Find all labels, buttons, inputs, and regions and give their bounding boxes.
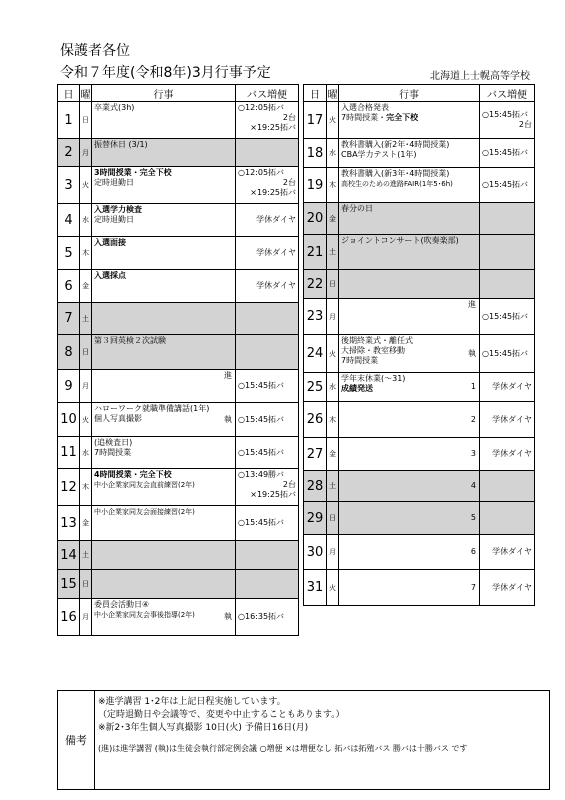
holiday-count: 7 bbox=[470, 582, 476, 592]
bus-cell bbox=[480, 471, 535, 502]
bus-cell bbox=[480, 402, 535, 438]
day-number: 23 bbox=[304, 299, 327, 335]
weekday: 木 bbox=[80, 237, 92, 270]
bus-line: ○15:45拓バ bbox=[482, 148, 529, 157]
event-line: (追検査日) bbox=[94, 438, 133, 447]
table-row bbox=[304, 102, 535, 139]
header-weekday: 曜 bbox=[80, 85, 92, 102]
bus-cell bbox=[236, 403, 299, 437]
event-cell bbox=[92, 303, 236, 335]
day-number: 4 bbox=[58, 204, 80, 237]
notes-line: ※新2･3年生個人写真撮影 10日(火) 予備日16日(月) bbox=[98, 723, 309, 733]
table-row bbox=[304, 235, 535, 270]
header-bus: バス増便 bbox=[236, 85, 299, 102]
table-row bbox=[304, 502, 535, 535]
bus-cell bbox=[236, 204, 299, 237]
event-line: 定時退勤日 bbox=[94, 215, 134, 224]
event-cell bbox=[339, 168, 480, 203]
bus-line: ○15:45拓バ bbox=[482, 348, 529, 358]
weekday: 金 bbox=[80, 506, 92, 541]
notes-box bbox=[57, 690, 550, 790]
weekday: 金 bbox=[327, 203, 339, 235]
weekday: 木 bbox=[327, 402, 339, 438]
weekday: 月 bbox=[80, 599, 92, 636]
event-tag: 進 bbox=[468, 300, 476, 309]
table-row bbox=[58, 469, 299, 506]
weekday: 火 bbox=[327, 335, 339, 373]
event-cell bbox=[92, 506, 236, 541]
notes-line: ※進学講習 1･2年は上記日程実施しています。 bbox=[98, 697, 286, 707]
event-bold: 完全下校 bbox=[386, 113, 419, 122]
bus-line: ○15:45拓バ bbox=[482, 311, 529, 321]
weekday: 月 bbox=[80, 370, 92, 403]
event-cell bbox=[92, 469, 236, 506]
bus-line: 学休ダイヤ bbox=[256, 248, 296, 257]
day-number: 25 bbox=[304, 373, 327, 402]
table-row bbox=[58, 370, 299, 403]
bus-cell bbox=[480, 570, 535, 606]
event-tag: 執 bbox=[224, 414, 232, 424]
table-row bbox=[58, 167, 299, 204]
bus-cell bbox=[480, 203, 535, 235]
header-bus: バス増便 bbox=[480, 85, 535, 102]
bus-line: ○12:05拓バ bbox=[238, 168, 285, 177]
event-line: 教科書購入(新3年･4時間授業) bbox=[341, 169, 450, 178]
event-line: 中小企業家同友会事後指導(2年) bbox=[94, 611, 195, 619]
holiday-count: 5 bbox=[470, 513, 476, 522]
table-row bbox=[58, 403, 299, 437]
notes-body bbox=[98, 696, 545, 755]
day-number: 16 bbox=[58, 599, 80, 636]
weekday: 土 bbox=[80, 541, 92, 570]
event-line: 入選面接 bbox=[94, 238, 126, 247]
table-header-row bbox=[58, 85, 299, 102]
bus-cell bbox=[236, 599, 299, 636]
event-cell bbox=[92, 370, 236, 403]
bus-line: ○15:45拓バ bbox=[238, 518, 285, 527]
day-number: 26 bbox=[304, 402, 327, 438]
event-cell bbox=[339, 471, 480, 502]
table-row bbox=[58, 541, 299, 570]
event-cell bbox=[339, 139, 480, 168]
weekday: 日 bbox=[80, 570, 92, 599]
event-line: 教科書購入(新2年･4時間授業) bbox=[341, 140, 450, 149]
bus-cell bbox=[480, 235, 535, 270]
weekday: 火 bbox=[80, 403, 92, 437]
event-line: 中小企業家同友会面接練習(2年) bbox=[94, 508, 195, 516]
salutation: 保護者各位 bbox=[60, 43, 130, 59]
weekday: 火 bbox=[327, 570, 339, 606]
table-row bbox=[304, 203, 535, 235]
holiday-count: 3 bbox=[470, 449, 476, 458]
weekday: 月 bbox=[327, 535, 339, 570]
day-number: 5 bbox=[58, 237, 80, 270]
weekday: 月 bbox=[327, 299, 339, 335]
bus-line: ○15:45拓バ bbox=[238, 381, 285, 390]
table-row bbox=[58, 335, 299, 370]
weekday: 火 bbox=[327, 102, 339, 139]
header-day: 日 bbox=[304, 85, 327, 102]
event-cell bbox=[339, 438, 480, 471]
weekday: 日 bbox=[327, 502, 339, 535]
event-cell bbox=[92, 237, 236, 270]
bus-line: 学休ダイヤ bbox=[256, 281, 296, 290]
event-cell bbox=[92, 270, 236, 303]
event-cell bbox=[339, 270, 480, 299]
event-cell bbox=[92, 570, 236, 599]
day-number: 10 bbox=[58, 403, 80, 437]
table-row bbox=[304, 438, 535, 471]
table-row bbox=[58, 506, 299, 541]
bus-cell bbox=[236, 437, 299, 469]
event-line: 大掃除・教室移動 bbox=[341, 346, 405, 355]
event-line: 入選採点 bbox=[94, 271, 126, 280]
weekday: 木 bbox=[80, 469, 92, 506]
day-number: 28 bbox=[304, 471, 327, 502]
event-line: 入選学力検査 bbox=[94, 205, 142, 214]
bus-cell bbox=[480, 299, 535, 335]
event-cell bbox=[339, 373, 480, 402]
weekday: 水 bbox=[327, 139, 339, 168]
event-line: 後期終業式・離任式 bbox=[341, 336, 413, 345]
bus-line: ○13:49勝バ bbox=[238, 470, 285, 479]
table-header-row bbox=[304, 85, 535, 102]
event-cell bbox=[339, 235, 480, 270]
day-number: 2 bbox=[58, 139, 80, 167]
event-line: 個人写真撮影 bbox=[94, 414, 142, 423]
event-cell bbox=[339, 335, 480, 373]
bus-line: 2台 bbox=[282, 113, 296, 122]
table-row bbox=[304, 139, 535, 168]
day-number: 14 bbox=[58, 541, 80, 570]
event-line: 成績発送 bbox=[341, 384, 373, 393]
holiday-count: 6 bbox=[470, 547, 476, 556]
weekday: 木 bbox=[327, 168, 339, 203]
bus-cell bbox=[480, 270, 535, 299]
weekday: 土 bbox=[80, 303, 92, 335]
weekday: 水 bbox=[327, 373, 339, 402]
day-number: 21 bbox=[304, 235, 327, 270]
event-cell bbox=[92, 599, 236, 636]
table-row bbox=[304, 570, 535, 606]
event-cell bbox=[92, 204, 236, 237]
bus-cell bbox=[480, 168, 535, 203]
event-tag: 執 bbox=[468, 348, 476, 358]
bus-cell bbox=[236, 506, 299, 541]
event-cell bbox=[339, 570, 480, 606]
weekday: 日 bbox=[80, 335, 92, 370]
event-line: 卒業式(3h) bbox=[94, 103, 135, 112]
bus-line: ○15:45拓バ bbox=[238, 414, 285, 424]
bus-cell bbox=[236, 335, 299, 370]
event-line: 7時間授業・完全下校 bbox=[341, 113, 419, 122]
day-number: 6 bbox=[58, 270, 80, 303]
event-cell bbox=[339, 535, 480, 570]
table-row bbox=[304, 270, 535, 299]
event-line: 第３回英検２次試験 bbox=[94, 336, 166, 345]
table-row bbox=[304, 535, 535, 570]
event-cell bbox=[92, 139, 236, 167]
bus-cell bbox=[480, 102, 535, 139]
bus-cell bbox=[480, 335, 535, 373]
day-number: 22 bbox=[304, 270, 327, 299]
event-line: ジョイントコンサート(吹奏楽部) bbox=[341, 236, 459, 245]
weekday: 日 bbox=[327, 270, 339, 299]
table-row bbox=[58, 570, 299, 599]
weekday: 日 bbox=[80, 102, 92, 139]
bus-cell bbox=[480, 438, 535, 471]
bus-line: 学休ダイヤ bbox=[492, 582, 532, 592]
bus-line: ×19:25拓バ bbox=[250, 188, 296, 197]
bus-line: 学休ダイヤ bbox=[256, 215, 296, 224]
table-row bbox=[304, 471, 535, 502]
weekday: 火 bbox=[80, 167, 92, 204]
event-line: 学年末休業(～31) bbox=[341, 374, 406, 383]
day-number: 12 bbox=[58, 469, 80, 506]
bus-cell bbox=[236, 303, 299, 335]
table-row bbox=[58, 139, 299, 167]
bus-line: ○15:45拓バ bbox=[482, 110, 529, 119]
event-cell bbox=[92, 437, 236, 469]
header-event: 行事 bbox=[92, 85, 236, 102]
weekday: 月 bbox=[80, 139, 92, 167]
notes-legend: (進)は進学講習 (執)は生徒会執行部定例会議 ○増便 ×は増便なし 拓バは拓殖バス 勝バは十勝バス です bbox=[98, 744, 468, 753]
event-line: 振替休日 (3/1) bbox=[94, 140, 148, 149]
weekday: 金 bbox=[327, 438, 339, 471]
bus-line: 学休ダイヤ bbox=[492, 382, 532, 391]
event-cell bbox=[339, 502, 480, 535]
table-row bbox=[304, 373, 535, 402]
event-line: 中小企業家同友会直前練習(2年) bbox=[94, 481, 195, 489]
calendar-right-table bbox=[303, 84, 535, 606]
header-event: 行事 bbox=[339, 85, 480, 102]
holiday-count: 1 bbox=[470, 382, 476, 391]
event-cell bbox=[92, 167, 236, 204]
bus-line: ○16:35拓バ bbox=[238, 612, 285, 621]
header-day: 日 bbox=[58, 85, 80, 102]
event-line: 春分の日 bbox=[341, 204, 373, 213]
bus-line: 2台 bbox=[282, 480, 296, 489]
holiday-count: 4 bbox=[470, 481, 476, 490]
day-number: 11 bbox=[58, 437, 80, 469]
bus-line: 学休ダイヤ bbox=[492, 547, 532, 556]
holiday-count: 2 bbox=[470, 414, 476, 424]
bus-cell bbox=[236, 469, 299, 506]
bus-cell bbox=[480, 139, 535, 168]
table-row bbox=[304, 402, 535, 438]
event-tag: 進 bbox=[224, 371, 232, 380]
weekday: 土 bbox=[327, 235, 339, 270]
bus-line: 学休ダイヤ bbox=[492, 449, 532, 458]
bus-cell bbox=[236, 370, 299, 403]
weekday: 水 bbox=[80, 204, 92, 237]
event-cell bbox=[92, 102, 236, 139]
event-cell bbox=[339, 402, 480, 438]
calendar-left-table bbox=[57, 84, 299, 636]
event-line: 委員会活動日④ bbox=[94, 600, 150, 609]
table-row bbox=[58, 599, 299, 636]
bus-cell bbox=[236, 102, 299, 139]
bus-line: ×19:25拓バ bbox=[250, 123, 296, 132]
bus-cell bbox=[236, 541, 299, 570]
day-number: 31 bbox=[304, 570, 327, 606]
table-row bbox=[58, 303, 299, 335]
event-line: 7時間授業 bbox=[94, 448, 132, 457]
table-row bbox=[58, 102, 299, 139]
event-line: 高校生のための進路FAIR(1年5･6h) bbox=[341, 180, 453, 188]
day-number: 7 bbox=[58, 303, 80, 335]
event-cell bbox=[339, 203, 480, 235]
bus-cell bbox=[236, 237, 299, 270]
weekday: 水 bbox=[80, 437, 92, 469]
bus-cell bbox=[236, 167, 299, 204]
day-number: 27 bbox=[304, 438, 327, 471]
bus-cell bbox=[480, 502, 535, 535]
day-number: 30 bbox=[304, 535, 327, 570]
bus-cell bbox=[236, 570, 299, 599]
event-line: 7時間授業 bbox=[341, 356, 379, 365]
bus-line: ×19:25拓バ bbox=[250, 490, 296, 499]
weekday: 金 bbox=[80, 270, 92, 303]
event-line: 4時間授業・完全下校 bbox=[94, 470, 172, 479]
page-title: 令和７年度(令和8年)3月行事予定 bbox=[60, 65, 271, 81]
table-row bbox=[58, 204, 299, 237]
notes-line: （定時退勤日や会議等で、変更や中止することもあります。） bbox=[98, 710, 345, 720]
table-row bbox=[58, 437, 299, 469]
table-row bbox=[304, 335, 535, 373]
weekday: 土 bbox=[327, 471, 339, 502]
table-row bbox=[304, 168, 535, 203]
day-number: 1 bbox=[58, 102, 80, 139]
day-number: 9 bbox=[58, 370, 80, 403]
header-weekday: 曜 bbox=[327, 85, 339, 102]
bus-line: 2台 bbox=[518, 120, 532, 129]
event-cell bbox=[92, 541, 236, 570]
event-cell bbox=[92, 403, 236, 437]
table-row bbox=[304, 299, 535, 335]
event-line: 3時間授業・完全下校 bbox=[94, 168, 172, 177]
event-line: ハローワーク就職準備講話(1年) bbox=[94, 404, 210, 413]
notes-label: 備考 bbox=[58, 691, 95, 789]
bus-line: ○15:45拓バ bbox=[238, 447, 285, 457]
bus-line: 学休ダイヤ bbox=[492, 414, 532, 424]
event-line: 定時退勤日 bbox=[94, 178, 134, 187]
bus-cell bbox=[236, 139, 299, 167]
event-line: 入選合格発表 bbox=[341, 103, 389, 112]
school-name: 北海道上士幌高等学校 bbox=[430, 71, 530, 82]
table-row bbox=[58, 237, 299, 270]
bus-cell bbox=[236, 270, 299, 303]
day-number: 18 bbox=[304, 139, 327, 168]
day-number: 20 bbox=[304, 203, 327, 235]
bus-cell bbox=[480, 373, 535, 402]
bus-line: ○12:05拓バ bbox=[238, 103, 285, 112]
day-number: 19 bbox=[304, 168, 327, 203]
day-number: 8 bbox=[58, 335, 80, 370]
day-number: 29 bbox=[304, 502, 327, 535]
bus-line: 2台 bbox=[282, 178, 296, 187]
day-number: 24 bbox=[304, 335, 327, 373]
day-number: 15 bbox=[58, 570, 80, 599]
day-number: 3 bbox=[58, 167, 80, 204]
event-cell bbox=[339, 102, 480, 139]
event-line: CBA学力テスト(1年) bbox=[341, 150, 417, 159]
day-number: 17 bbox=[304, 102, 327, 139]
event-cell bbox=[339, 299, 480, 335]
bus-cell bbox=[480, 535, 535, 570]
event-tag: 執 bbox=[224, 612, 232, 621]
day-number: 13 bbox=[58, 506, 80, 541]
table-row bbox=[58, 270, 299, 303]
bus-line: ○15:45拓バ bbox=[482, 180, 529, 189]
event-cell bbox=[92, 335, 236, 370]
